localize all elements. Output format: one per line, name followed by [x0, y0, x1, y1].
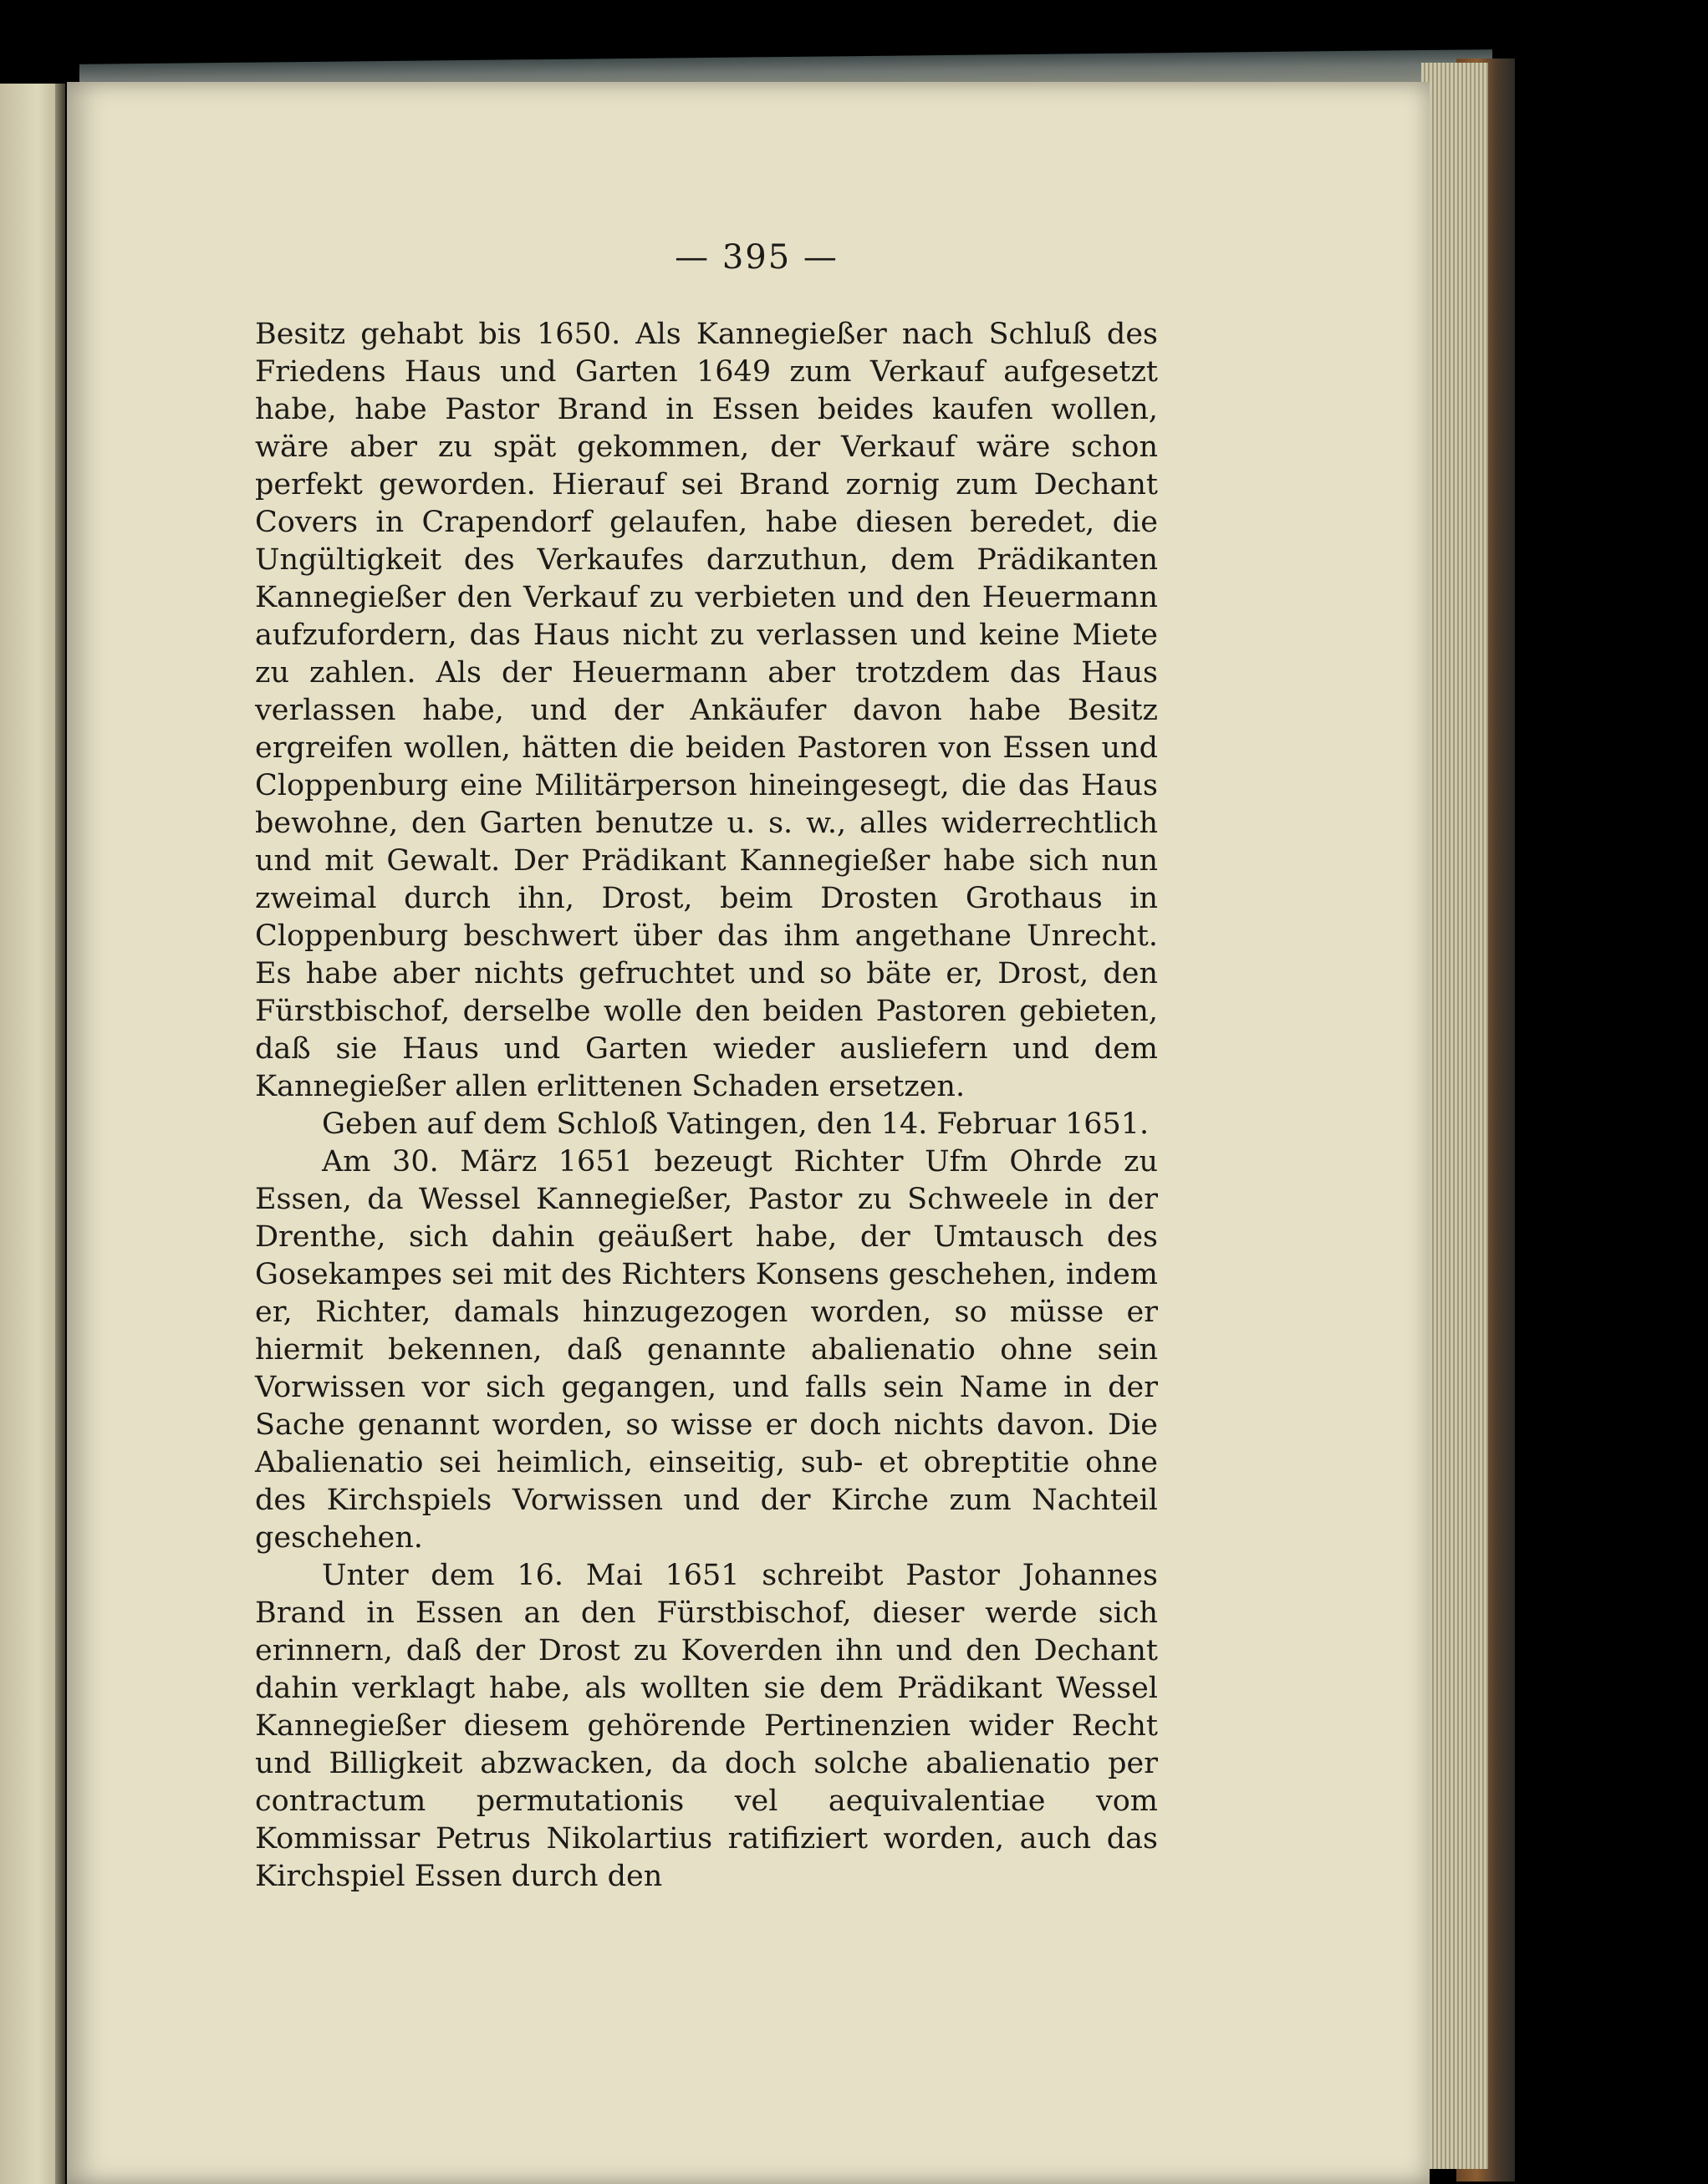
body-text	[255, 316, 1158, 1896]
page-number: — 395 —	[675, 238, 839, 277]
paragraph-4: Unter dem 16. Mai 1651 schreibt Pastor Johannes Brand in Essen an den Fürstbischof, dieser werde sich erinnern, daß der Drost zu Koverden ihn und den Dechant dahin verklagt habe, als wollten sie dem Prädikant Wessel Kannegießer diesem gehörende Pertinenzien wider Recht und Billigkeit abzwacken, da doch solche abalienatio per contractum permutationis vel aequivalentiae vom Kommissar Petrus Nikolartius ratifiziert worden, auch das Kirchspiel Essen durch den	[255, 1559, 1158, 1893]
paragraph-2: Geben auf dem Schloß Vatingen, den 14. Februar 1651.	[322, 1107, 1150, 1141]
left-page-edge	[0, 84, 63, 2184]
page-stack-edge	[1421, 63, 1488, 2169]
paragraph-1: Besitz gehabt bis 1650. Als Kannegießer nach Schluß des Friedens Haus und Garten 1649 zum Verkauf aufgesetzt habe, habe Pastor Brand in Essen beides kaufen wollen, wäre aber zu spät gekommen, der Verkauf wäre schon perfekt geworden. Hierauf sei Brand zornig zum Dechant Covers in Crapendorf gelaufen, habe diesen beredet, die Ungültigkeit des Verkaufes darzuthun, dem Prädikanten Kannegießer den Verkauf zu verbieten und den Heuermann aufzufordern, das Haus nicht zu verlassen und keine Miete zu zahlen. Als der Heuermann aber trotzdem das Haus verlassen habe, und der Ankäufer davon habe Besitz ergreifen wollen, hätten die beiden Pastoren von Essen und Cloppenburg eine Militärperson hineingesegt, die das Haus bewohne, den Garten benutze u. s. w., alles widerrechtlich und mit Gewalt. Der Prädikant Kannegießer habe sich nun zweimal durch ihn, Drost, beim Drosten Grothaus in Cloppenburg beschwert über das ihm angethane Unrecht. Es habe aber nichts gefruchtet und so bäte er, Drost, den Fürstbischof, derselbe wolle den beiden Pastoren gebieten, daß sie Haus und Garten wieder ausliefern und dem Kannegießer allen erlittenen Schaden ersetzen.	[255, 318, 1158, 1103]
book-gutter	[55, 84, 65, 2184]
paragraph-3: Am 30. März 1651 bezeugt Richter Ufm Ohrde zu Essen, da Wessel Kannegießer, Pastor zu Schweele in der Drenthe, sich dahin geäußert habe, der Umtausch des Gosekampes sei mit des Richters Konsens geschehen, indem er, Richter, damals hinzugezogen worden, so müsse er hiermit bekennen, daß genannte abalienatio ohne sein Vorwissen vor sich gegangen, und falls sein Name in der Sache genannt worden, so wisse er doch nichts davon. Die Abalienatio sei heimlich, einseitig, sub- et obreptitie ohne des Kirchspiels Vorwissen und der Kirche zum Nachteil geschehen.	[255, 1145, 1158, 1555]
